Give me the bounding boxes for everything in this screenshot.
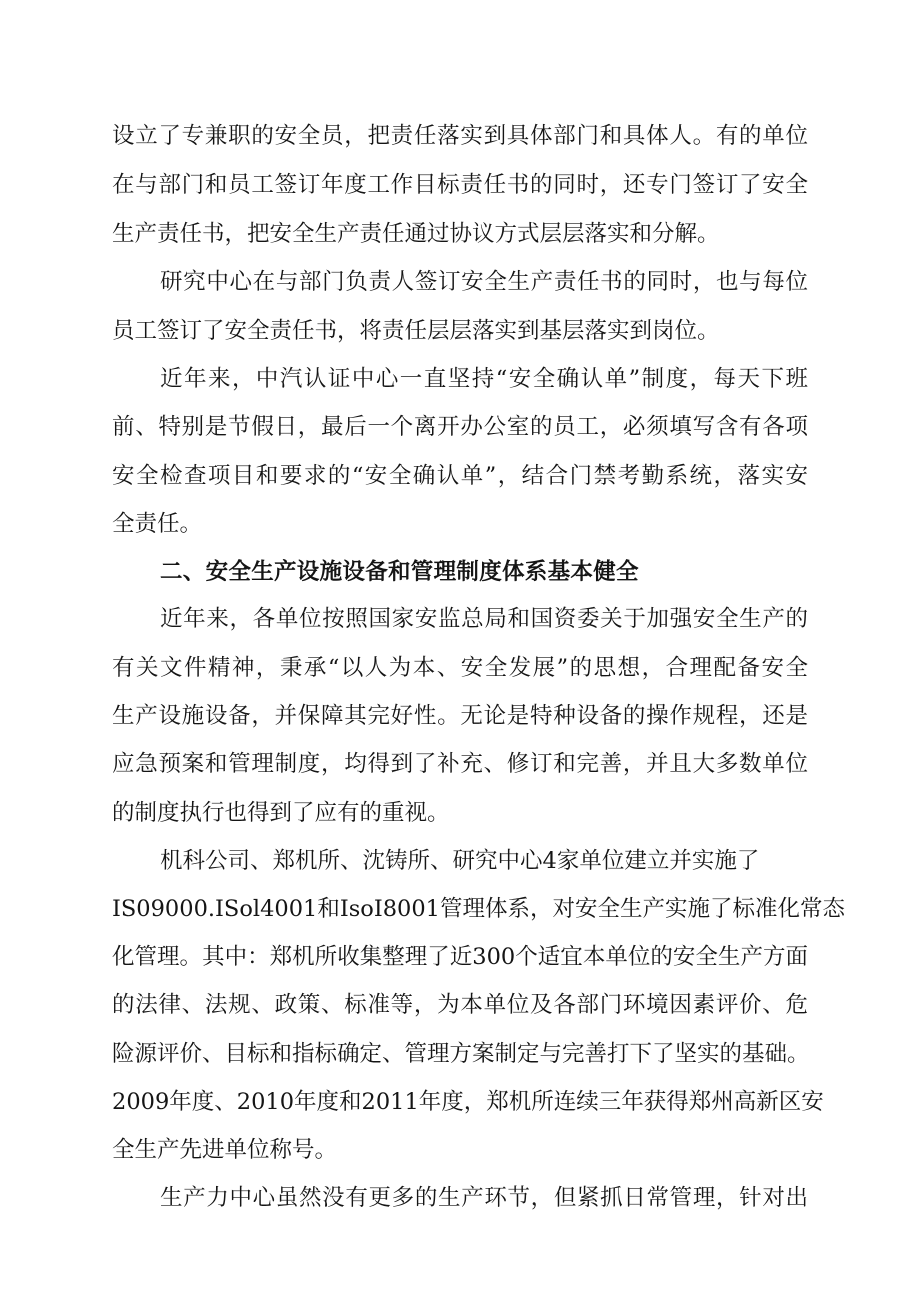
paragraph-4-line-3: 生产设施设备，并保障其完好性。无论是特种设备的操作规程，还是 <box>112 703 808 729</box>
paragraph-3-line-4: 全责任。 <box>112 511 203 537</box>
paragraph-1-line-1: 设立了专兼职的安全员，把责任落实到具体部门和具体人。有的单位 <box>112 123 808 149</box>
paragraph-5-line-3: 化管理。其中：郑机所收集整理了近300个适宜本单位的安全生产方面 <box>112 944 808 970</box>
paragraph-3-line-1: 近年来，中汽认证中心一直坚持“安全确认单”制度，每天下班 <box>160 366 808 392</box>
paragraph-5-line-2: IS09000.ISol4001和IsoI8001管理体系，对安全生产实施了标准化常态 <box>112 896 845 922</box>
paragraph-3-line-2: 前、特别是节假日，最后一个离开办公室的员工，必须填写含有各项 <box>112 414 808 440</box>
paragraph-5-line-1: 机科公司、郑机所、沈铸所、研究中心4家单位建立并实施了 <box>160 848 760 874</box>
paragraph-2-line-1: 研究中心在与部门负责人签订安全生产责任书的同时，也与每位 <box>160 269 808 295</box>
paragraph-4-line-2: 有关文件精神，秉承“以人为本、安全发展”的思想，合理配备安全 <box>112 655 808 681</box>
paragraph-4-line-4: 应急预案和管理制度，均得到了补充、修订和完善，并且大多数单位 <box>112 751 808 777</box>
paragraph-3-line-3: 安全检查项目和要求的“安全确认单”，结合门禁考勤系统，落实安 <box>112 463 808 489</box>
paragraph-5-line-5: 险源评价、目标和指标确定、管理方案制定与完善打下了坚实的基础。 <box>112 1041 810 1067</box>
paragraph-1-line-2: 在与部门和员工签订年度工作目标责任书的同时，还专门签订了安全 <box>112 172 808 198</box>
paragraph-4-line-5: 的制度执行也得到了应有的重视。 <box>112 800 450 826</box>
paragraph-6-line-1: 生产力中心虽然没有更多的生产环节，但紧抓日常管理，针对出 <box>160 1185 808 1211</box>
paragraph-2-line-2: 员工签订了安全责任书，将责任层层落实到基层落实到岗位。 <box>112 318 720 344</box>
paragraph-5-line-7: 全生产先进单位称号。 <box>112 1137 338 1163</box>
paragraph-5-line-6: 2009年度、2010年度和2011年度，郑机所连续三年获得郑州高新区安 <box>112 1089 824 1115</box>
paragraph-5-line-4: 的法律、法规、政策、标准等，为本单位及各部门环境因素评价、危 <box>112 992 808 1018</box>
section-heading-2: 二、安全生产设施设备和管理制度体系基本健全 <box>160 559 639 585</box>
paragraph-1-line-3: 生产责任书，把安全生产责任通过协议方式层层落实和分解。 <box>112 221 720 247</box>
paragraph-4-line-1: 近年来，各单位按照国家安监总局和国资委关于加强安全生产的 <box>160 606 808 632</box>
